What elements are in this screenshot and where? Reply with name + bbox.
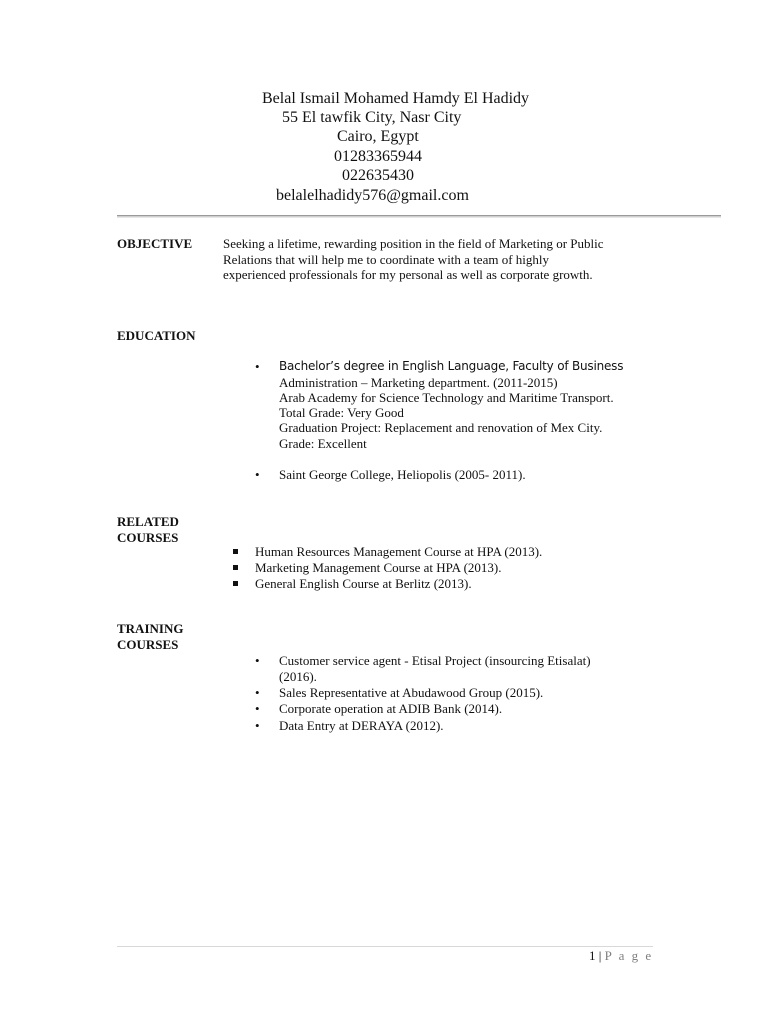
training-course-text: Customer service agent - Etisal Project (insourcing Etisalat)	[279, 653, 591, 668]
address-line-2: Cairo, Egypt	[337, 128, 419, 145]
related-course-text: General English Course at Berlitz (2013).	[255, 576, 472, 591]
related-courses-heading-line2: COURSES	[117, 530, 179, 545]
training-course-text: Corporate operation at ADIB Bank (2014).	[279, 701, 503, 716]
page-footer	[589, 948, 653, 964]
bullet-icon: •	[255, 701, 260, 716]
objective-heading: OBJECTIVE	[117, 236, 193, 251]
education-department: Administration – Marketing department. (2011-2015)	[279, 375, 558, 390]
page-word: P a g e	[604, 948, 654, 963]
training-courses-heading	[117, 621, 217, 653]
related-courses-heading	[117, 514, 217, 546]
mobile-phone: 01283365944	[334, 148, 422, 165]
bullet-icon: •	[255, 685, 260, 700]
bullet-icon: •	[255, 718, 260, 733]
header-divider	[117, 215, 721, 217]
education-institution: Arab Academy for Science Technology and Maritime Transport.	[279, 390, 614, 405]
related-courses-heading-line1: RELATED	[117, 514, 179, 529]
page-separator: |	[598, 948, 602, 963]
square-bullet-icon	[233, 581, 238, 586]
education-heading: EDUCATION	[117, 328, 196, 343]
related-course-text: Marketing Management Course at HPA (2013).	[255, 560, 502, 575]
training-course-text-continued: (2016).	[279, 669, 317, 684]
objective-text: Seeking a lifetime, rewarding position in the field of Marketing or Public Relations that will help me to coordinate with a team of highly experienced professionals for my personal as well as corporate growth.	[223, 236, 604, 282]
bullet-icon: •	[255, 467, 260, 482]
page-number: 1	[589, 948, 596, 963]
training-courses-heading-line1: TRAINING	[117, 621, 184, 636]
training-course-text: Data Entry at DERAYA (2012).	[279, 718, 444, 733]
square-bullet-icon	[233, 549, 238, 554]
address-line-1: 55 El tawfik City, Nasr City	[282, 109, 462, 126]
applicant-name: Belal Ismail Mohamed Hamdy El Hadidy	[262, 90, 530, 107]
training-course-text: Sales Representative at Abudawood Group (2015).	[279, 685, 544, 700]
education-total-grade: Total Grade: Very Good	[279, 405, 404, 420]
bullet-icon: •	[255, 653, 260, 668]
education-school: Saint George College, Heliopolis (2005- 2011).	[279, 467, 526, 482]
education-degree: Bachelor’s degree in English Language, Faculty of Business	[279, 359, 624, 373]
email-address: belalelhadidy576@gmail.com	[276, 187, 469, 204]
bullet-icon: •	[255, 359, 260, 374]
square-bullet-icon	[233, 565, 238, 570]
footer-divider	[117, 946, 653, 947]
education-project-grade: Grade: Excellent	[279, 436, 367, 451]
related-course-text: Human Resources Management Course at HPA (2013).	[255, 544, 543, 559]
landline-phone: 022635430	[342, 167, 414, 184]
education-project: Graduation Project: Replacement and renovation of Mex City.	[279, 420, 603, 435]
training-courses-heading-line2: COURSES	[117, 637, 179, 652]
